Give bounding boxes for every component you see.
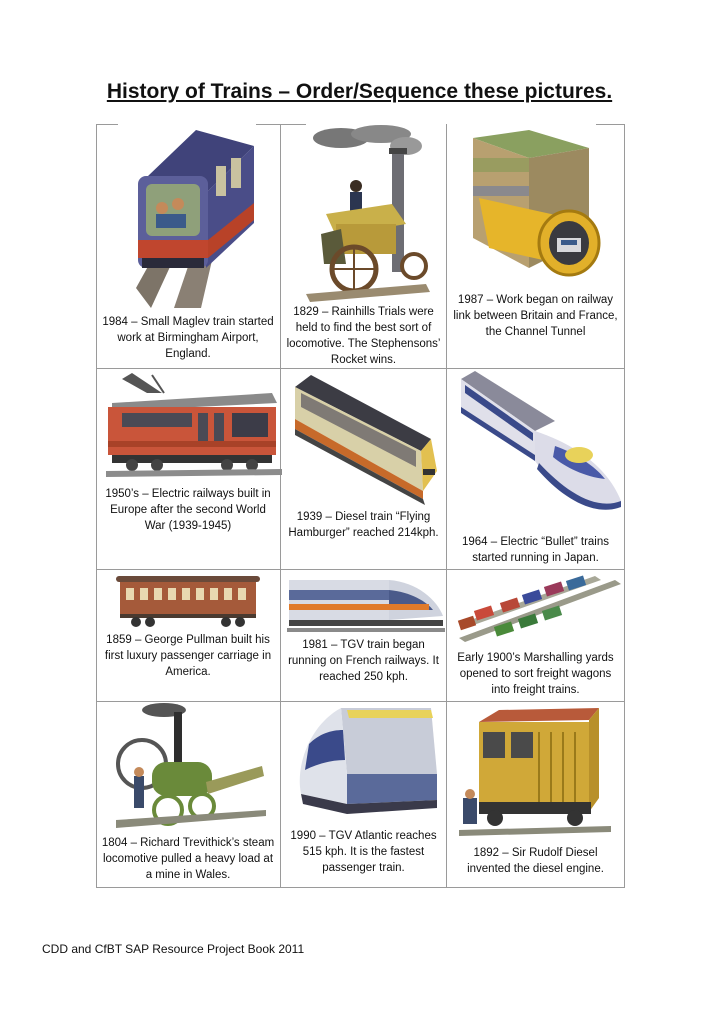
card-caption: 1859 – George Pullman built his first luxury passenger carriage in America. [104,634,272,678]
card-caption: 1829 – Rainhills Trials were held to find the best sort of locomotive. The Stephensons’ Rocket wins. [286,306,441,366]
diesel-railcar-icon [291,371,441,506]
picture-card [281,369,446,569]
card-caption: 1892 – Sir Rudolf Diesel invented the diesel engine. [467,847,604,875]
card-caption: 1950’s – Electric railways built in Europe after the second World War (1939-1945) [105,488,271,532]
picture-card [281,570,446,701]
picture-card [96,124,280,368]
card-caption: 1981 – TGV train began running on French railways. It reached 250 kph. [288,639,439,683]
page-footer: CDD and CfBT SAP Resource Project Book 2011 [42,942,305,956]
tgv-train-icon [287,576,445,634]
card-caption: Early 1900’s Marshalling yards opened to sort freight wagons into freight trains. [457,652,614,696]
channel-tunnel-icon [469,128,609,278]
trevithick-locomotive-icon [116,702,266,832]
picture-card-grid [96,124,625,888]
tgv-atlantic-icon [291,704,441,824]
card-caption: 1964 – Electric “Bullet” trains started running in Japan. [461,536,609,564]
picture-card [96,369,280,569]
card-caption: 1987 – Work began on railway link between Britain and France, the Channel Tunnel [453,294,618,338]
diesel-engine-icon [459,702,611,842]
marshalling-yard-icon [455,574,623,644]
bullet-train-icon [455,371,625,531]
card-caption: 1804 – Richard Trevithick’s steam locomotive pulled a heavy load at a mine in Wales. [101,837,275,881]
maglev-train-icon [126,128,256,308]
picture-card [96,570,280,701]
picture-card [281,124,446,368]
picture-card [447,702,624,887]
grid-line [96,887,625,888]
picture-card [447,124,624,368]
page-title: History of Trains – Order/Sequence these pictures. [106,80,613,103]
pullman-carriage-icon [114,574,262,630]
picture-card [96,702,280,887]
picture-card [447,369,624,569]
picture-card [281,702,446,887]
card-caption: 1939 – Diesel train “Flying Hamburger” reached 214kph. [288,511,439,539]
picture-card [447,570,624,701]
electric-locomotive-icon [102,371,282,481]
card-caption: 1984 – Small Maglev train started work at Birmingham Airport, England. [102,316,274,360]
card-caption: 1990 – TGV Atlantic reaches 515 kph. It is the fastest passenger train. [290,830,437,874]
rocket-locomotive-icon [296,124,436,304]
